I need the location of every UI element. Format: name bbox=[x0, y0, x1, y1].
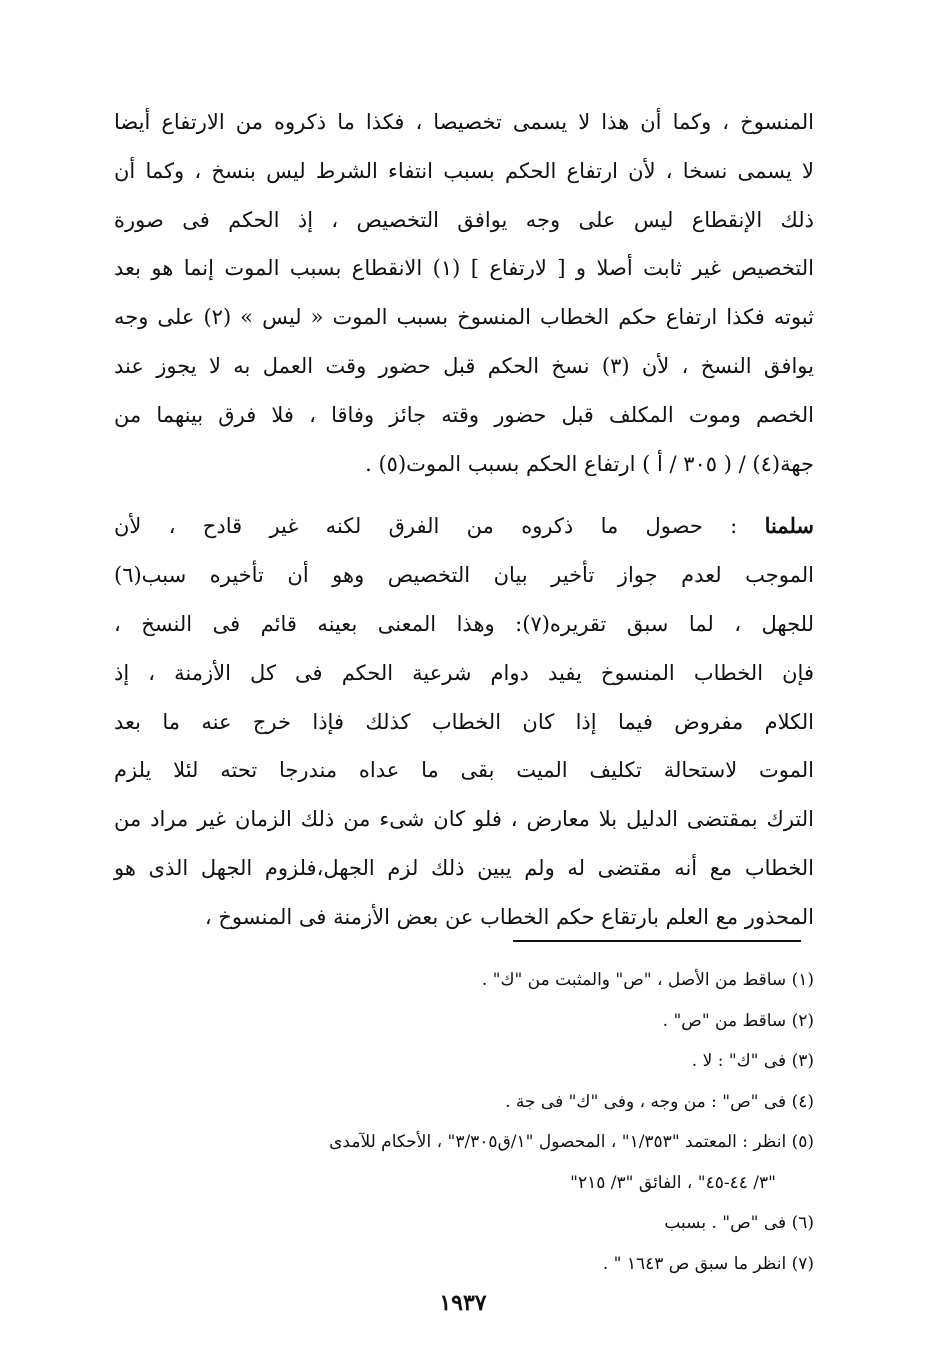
paragraph-first-line-rest: : حصول ما ذكروه من الفرق لكنه غير قادح ، لأن bbox=[114, 514, 738, 539]
footnote: (٤) فى "ص" : من وجه ، وفى "ك" فى جة . bbox=[505, 1091, 814, 1112]
footnotes bbox=[114, 960, 814, 1284]
body-line: الموت لاستحالة تكليف الميت بقى ما عداه مندرجا تحته لئلا يلزم bbox=[114, 758, 814, 783]
footnote-continuation: "٣/ ٤٤-٤٥" ، الفائق "٣/ ٢١٥" bbox=[570, 1172, 776, 1193]
footnote: (٢) ساقط من "ص" . bbox=[662, 1010, 814, 1031]
body-line: الترك بمقتضى الدليل بلا معارض ، فلو كان شىء من ذلك الزمان غير مراد من bbox=[114, 807, 814, 832]
body-line: لا يسمى نسخا ، لأن ارتفاع الحكم بسبب انتفاء الشرط ليس بنسخ ، وكما أن bbox=[114, 158, 814, 183]
body-line: فإن الخطاب المنسوخ يفيد دوام شرعية الحكم فى كل الأزمنة ، إذ bbox=[114, 660, 814, 685]
body-line: المحذور مع العلم بارتقاع حكم الخطاب عن بعض الأزمنة فى المنسوخ ، bbox=[204, 904, 814, 929]
footnote: (٥) انظر : المعتمد "١/٣٥٣" ، المحصول "١/ق٣/٣٠٥" ، الأحكام للآمدى bbox=[329, 1132, 814, 1152]
footnote: (٦) فى "ص" . بسبب bbox=[664, 1213, 814, 1233]
footnote: (٣) فى "ك" : لا . bbox=[691, 1051, 814, 1071]
body-line: ثبوته فكذا ارتفاع حكم الخطاب المنسوخ بسبب الموت « ليس » (٢) على وجه bbox=[114, 305, 814, 330]
footnote-divider bbox=[513, 940, 801, 942]
paragraph-lead-word: سلمنا bbox=[764, 513, 814, 539]
body-line: جهة(٤) / ( ٣٠٥ / أ ) ارتفاع الحكم بسبب الموت(٥) . bbox=[365, 451, 814, 476]
paragraph-gap bbox=[114, 488, 814, 502]
body-line: الخطاب مع أنه مقتضى له ولم يبين ذلك لزم الجهل،فلزوم الجهل الذى هو bbox=[114, 855, 814, 880]
body-line: يوافق النسخ ، لأن (٣) نسخ الحكم قبل حضور وقت العمل به لا يجوز عند bbox=[114, 353, 814, 378]
footnote: (١) ساقط من الأصل ، "ص" والمثبت من "ك" . bbox=[481, 970, 814, 990]
main-text bbox=[114, 98, 814, 942]
footnote: (٧) انظر ما سبق ص ١٦٤٣ " . bbox=[602, 1253, 814, 1274]
paragraph-first-line bbox=[114, 502, 814, 551]
body-line: ذلك الإنقطاع ليس على وجه يوافق التخصيص ، إذ الحكم فى صورة bbox=[114, 207, 814, 232]
body-line: الخصم وموت المكلف قبل حضور وقته جائز وفاقا ، فلا فرق بينهما من bbox=[114, 402, 814, 427]
body-line: التخصيص غير ثابت أصلا و [ لارتفاع ] (١) الانقطاع بسبب الموت إنما هو بعد bbox=[114, 256, 814, 281]
body-line: الكلام مفروض فيما إذا كان الخطاب كذلك فإذا خرج عنه ما بعد bbox=[114, 709, 814, 734]
body-line: الموجب لعدم جواز تأخير بيان التخصيص وهو أن تأخيره سبب(٦) bbox=[114, 563, 814, 588]
body-line: للجهل ، لما سبق تقريره(٧): وهذا المعنى بعينه قائم فى النسخ ، bbox=[114, 611, 814, 636]
page-number: ١٩٣٧ bbox=[439, 1290, 487, 1316]
body-line: المنسوخ ، وكما أن هذا لا يسمى تخصيصا ، فكذا ما ذكروه من الارتفاع أيضا bbox=[114, 110, 814, 134]
